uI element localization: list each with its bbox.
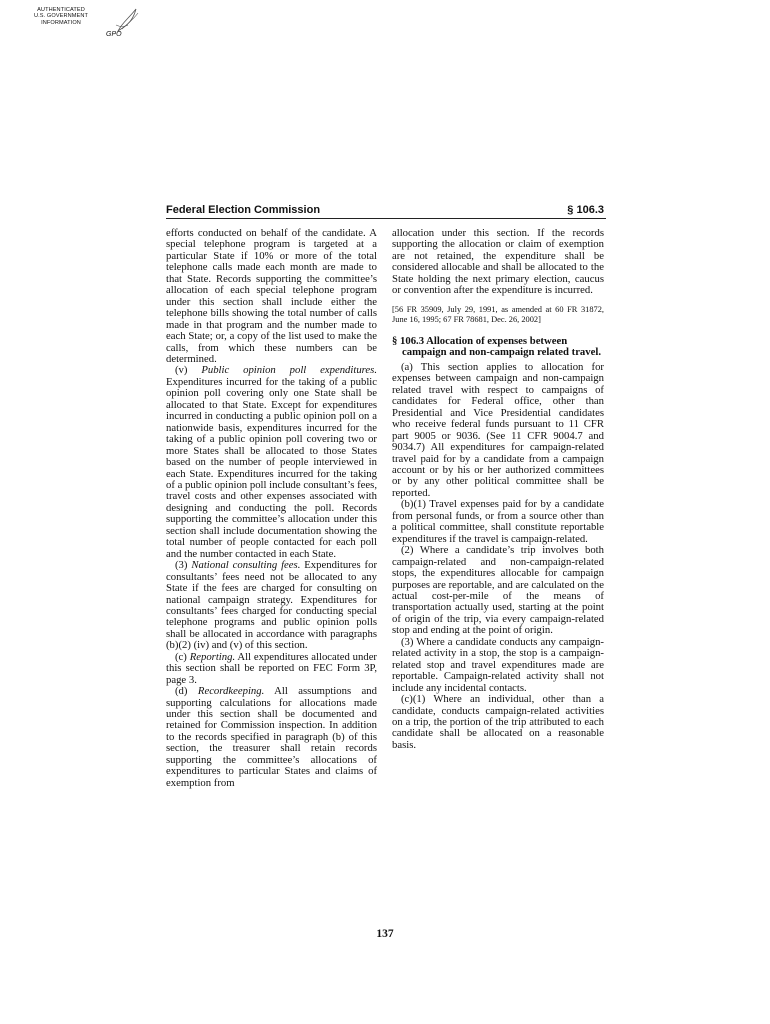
gpo-authentication-seal [28,5,140,45]
page-number: 137 [376,928,394,940]
running-header [166,204,606,219]
citation: [56 FR 35909, July 29, 1991, as amended at 60 FR 31872, June 16, 1995; 67 FR 78681, Dec. 26, 2002] [392,304,604,325]
paragraph: (3) Where a candidate conducts any campaign-related activity in a stop, the stop is a campaign-related stop and travel expenditures made are reportable. Campaign-related activity shall not include any incidental contacts. [392,635,604,694]
paragraph: (v) Public opinion poll expenditures. Expenditures incurred for the taking of a public opinion poll covering only one State shall be allocated to that State. Except for expenditures incurred in conducting a public opinion poll on a nationwide basis, expenditures incurred for the taking of a public opinion poll covering two or more States shall be allocated to those States based on the number of people interviewed in each State. Expenditures incurred for the taking of a public opinion poll include consultant’s fees, travel costs and other expenses associated with designing and conducting the poll. Records supporting the committee’s allocation under this section shall include documentation showing the total number of people contacted for each poll and the number contacted in each State. [166,364,377,560]
paragraph: (b)(1) Travel expenses paid for by a candidate from personal funds, or from a source other than a political committee, shall constitute reportable expenditures if the travel is campaign-related. [392,498,604,545]
paragraph: (c)(1) Where an individual, other than a candidate, conducts campaign-related activities on a trip, the portion of the trip attributed to each candidate shall be allocated on a reasonable basis. [392,693,604,751]
paragraph: (c) Reporting. All expenditures allocated under this section shall be reported on FEC Form 3P, page 3. [166,650,377,686]
section-number: § 106.3 [567,204,604,216]
paragraph: (a) This section applies to allocation for expenses between campaign and non-campaign related travel with respect to campaigns of candidates for Federal office, other than Presidential and Vice Presidential candidates who receive federal funds pursuant to 11 CFR part 9005 or 9036. (See 11 CFR 9004.7 and 9034.7) All expenditures for campaign-related travel paid for by a candidate from a campaign account or by his or her authorized committees or by any other political committee shall be reported. [392,360,604,499]
seal-gpo: GPO [106,31,122,38]
left-column [166,228,377,789]
paragraph: (d) Recordkeeping. All assumptions and supporting calculations for allocations made under this section shall be documented and retained for Commission inspection. In addition to the records specified in paragraph (b) of this section, the treasurer shall retain records supporting the committee’s allocations of expenditures to particular States and claims of exemption from [166,685,377,789]
paragraph: (2) Where a candidate’s trip involves both campaign-related and non-campaign-related stops, the expenditures allocable for campaign purposes are reportable, and are calculated on the actual cost-per-mile of the means of transportation actually used, starting at the point of origin of the trip, via every campaign-related stop and ending at the point of origin. [392,544,604,637]
paragraph: (3) National consulting fees. Expenditures for consultants’ fees need not be allocated to any State if the fees are charged for consulting on national campaign strategy. Expenditures for consultants’ fees charged for conducting special telephone programs and public opinion polls shall be allocated in accordance with paragraphs (b)(2) (iv) and (v) of this section. [166,559,378,652]
agency-name: Federal Election Commission [166,204,321,216]
right-column [392,228,604,751]
section-heading: § 106.3 Allocation of expenses between campaign and non-campaign related travel. [392,334,602,358]
paragraph: efforts conducted on behalf of the candidate. A special telephone program is targeted at a particular State if 10% or more of the total telephone calls made each month are made to that State. Records supporting the committee’s allocation of each special telephone program under this section shall include either the telephone bills showing the total number of calls made in that program and the number made to each State; or, a copy of the list used to make the calls, from which these numbers can be determined. [166,227,377,365]
paragraph: allocation under this section. If the records supporting the allocation or claim of exemption are not retained, the expenditure shall be considered allocable and shall be allocated to the State holding the next primary election, caucus or convention after the expenditure is incurred. [392,227,604,297]
seal-text: AUTHENTICATED U.S. GOVERNMENT INFORMATION [33,7,89,26]
